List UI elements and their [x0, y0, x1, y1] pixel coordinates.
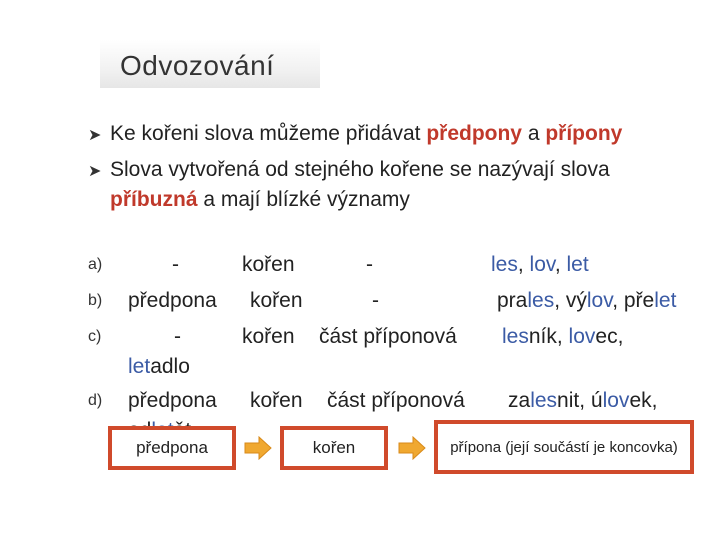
bullet-1: [88, 120, 622, 150]
item-col-root: kořen: [250, 389, 303, 412]
item-col-prefix: -: [172, 253, 179, 276]
bullet-text: a: [521, 122, 546, 145]
arrow-bullet-icon: ➤: [88, 163, 102, 180]
bullet-text: Ke kořeni slova můžeme přidávat: [110, 122, 427, 145]
page-title: Odvozování: [120, 50, 275, 81]
item-example: zalesnit, úlovek,: [508, 389, 658, 412]
item-col-suffix: část příponová: [319, 325, 457, 348]
item-label: d): [88, 392, 103, 409]
item-col-suffix: -: [372, 289, 379, 312]
highlight-word: přípony: [545, 122, 623, 145]
root-box: kořen: [280, 426, 388, 470]
highlight-word: předpony: [426, 122, 522, 145]
arrow-right-icon: [398, 436, 426, 460]
item-example-continued: letadlo: [128, 355, 190, 378]
prefix-box: předpona: [108, 426, 236, 470]
bullet-text: a mají blízké významy: [197, 188, 410, 211]
item-col-root: kořen: [242, 253, 295, 276]
item-example: les, lov, let: [491, 253, 589, 276]
item-col-prefix: předpona: [128, 289, 217, 312]
bullet-2: [88, 156, 610, 214]
item-example: prales, výlov, přelet: [497, 289, 677, 312]
item-example: lesník, lovec,: [502, 325, 624, 348]
item-col-root: kořen: [242, 325, 295, 348]
item-label: a): [88, 256, 103, 273]
suffix-box: přípona (její součástí je koncovka): [434, 420, 694, 474]
item-col-suffix: -: [366, 253, 373, 276]
item-label: c): [88, 328, 102, 345]
arrow-bullet-icon: ➤: [88, 127, 102, 144]
item-col-root: kořen: [250, 289, 303, 312]
arrow-right-icon: [244, 436, 272, 460]
highlight-word: příbuzná: [110, 188, 198, 211]
item-col-suffix: část příponová: [327, 389, 465, 412]
item-label: b): [88, 292, 103, 309]
item-col-prefix: předpona: [128, 389, 217, 412]
item-col-prefix: -: [174, 325, 181, 348]
bullet-text: Slova vytvořená od stejného kořene se nazývají slova: [110, 158, 610, 181]
